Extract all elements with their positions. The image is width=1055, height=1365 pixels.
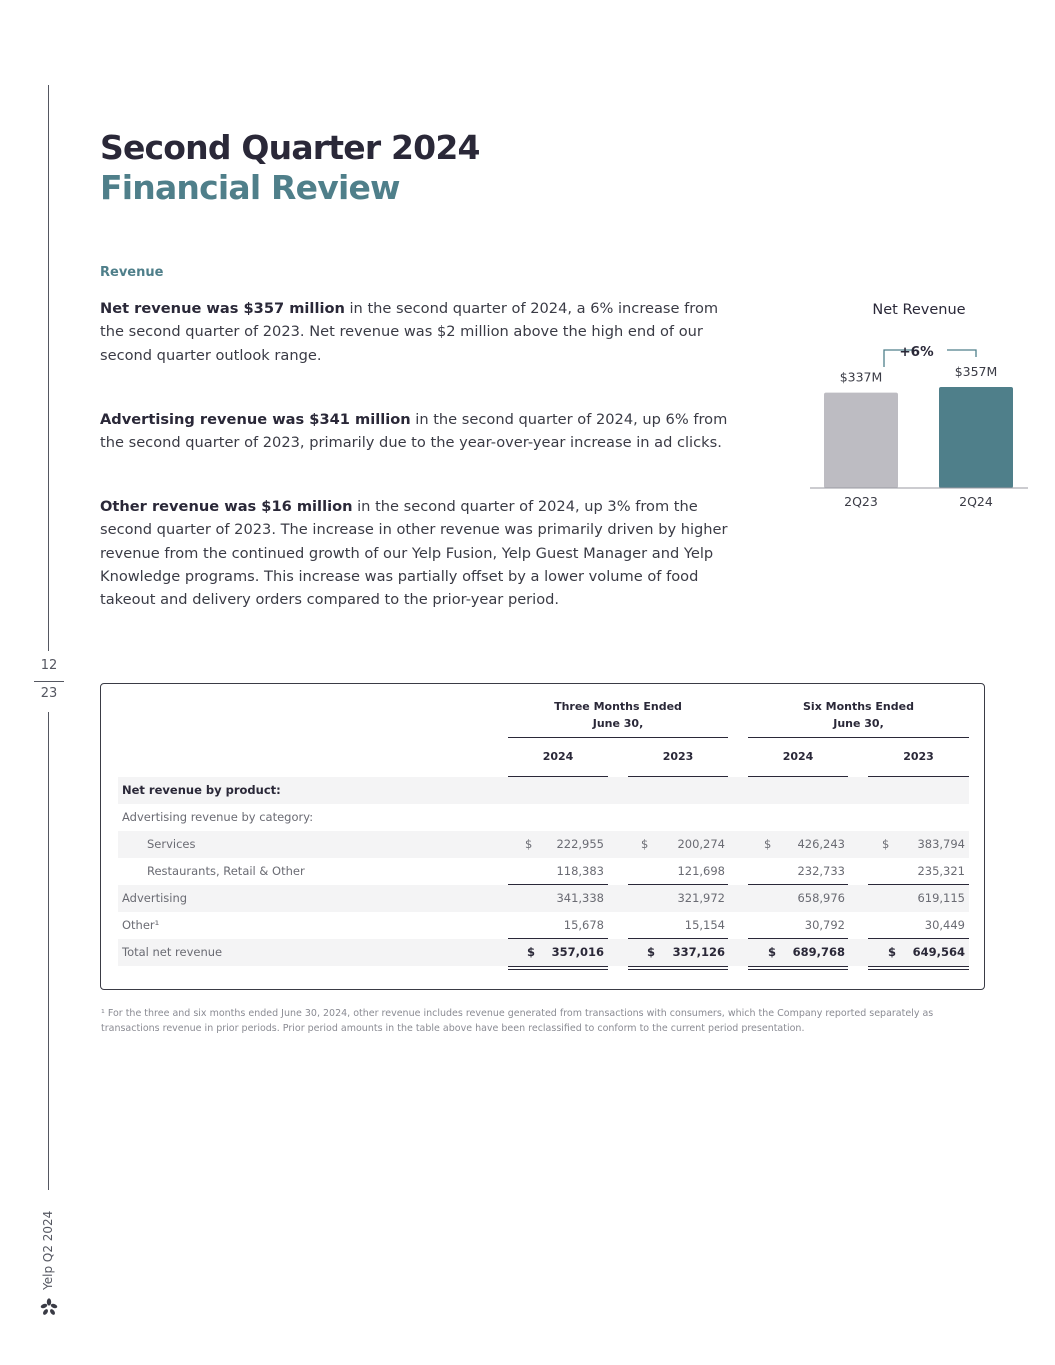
chart-value-label: $357M bbox=[954, 364, 998, 379]
currency-symbol: $ bbox=[764, 837, 772, 851]
paragraph-lead: Advertising revenue was $341 million bbox=[100, 411, 411, 428]
chart-value-label: $337M bbox=[839, 369, 883, 385]
table-row bbox=[118, 912, 969, 939]
currency-symbol: $ bbox=[647, 945, 656, 959]
row-label: Other¹ bbox=[122, 918, 160, 932]
table-subsection-row bbox=[118, 804, 969, 831]
sidebar-brand-text: Yelp Q2 2024 bbox=[41, 1210, 55, 1290]
total-double-rule bbox=[628, 966, 728, 970]
table-row bbox=[118, 831, 969, 858]
header-three-months-line2: June 30, bbox=[592, 717, 644, 730]
header-three-months-line1: Three Months Ended bbox=[554, 700, 682, 713]
row-label: Restaurants, Retail & Other bbox=[147, 864, 305, 878]
cell-value: 383,794 bbox=[917, 837, 965, 851]
chart-category-label: 2Q24 bbox=[959, 494, 993, 509]
paragraph-advertising-revenue bbox=[100, 408, 740, 455]
row-label: Advertising revenue by category: bbox=[122, 810, 314, 824]
paragraph-lead: Other revenue was $16 million bbox=[100, 498, 353, 515]
cell-value: 30,792 bbox=[804, 918, 845, 932]
cell-value: 15,678 bbox=[563, 918, 604, 932]
cell-value: 121,698 bbox=[677, 864, 725, 878]
section-label-revenue: Revenue bbox=[100, 265, 164, 280]
chart-title: Net Revenue bbox=[872, 302, 966, 318]
yelp-burst-icon bbox=[40, 1298, 58, 1316]
cell-value: 200,274 bbox=[677, 837, 725, 851]
cell-value: 357,016 bbox=[551, 945, 604, 959]
currency-symbol: $ bbox=[525, 837, 533, 851]
chart-bar-2Q24 bbox=[939, 387, 1013, 488]
cell-value: 658,976 bbox=[797, 891, 845, 905]
cell-value: 426,243 bbox=[797, 837, 845, 851]
page-number-divider bbox=[34, 681, 64, 682]
currency-symbol: $ bbox=[888, 945, 897, 959]
total-double-rule bbox=[508, 966, 608, 970]
cell-value: 337,126 bbox=[672, 945, 725, 959]
chart-change-label: +6% bbox=[899, 344, 934, 360]
net-revenue-chart bbox=[800, 290, 1040, 520]
paragraph-net-revenue bbox=[100, 297, 740, 367]
table-section-row bbox=[118, 777, 969, 804]
total-double-rule bbox=[748, 966, 848, 970]
cell-value: 118,383 bbox=[556, 864, 604, 878]
cell-value: 30,449 bbox=[924, 918, 965, 932]
year-header: 2024 bbox=[542, 750, 574, 763]
cell-value: 321,972 bbox=[677, 891, 725, 905]
page-subtitle: Financial Review bbox=[100, 168, 400, 207]
paragraph-other-revenue bbox=[100, 495, 740, 611]
cell-value: 649,564 bbox=[912, 945, 965, 959]
year-header: 2023 bbox=[903, 750, 934, 763]
page-number-total: 23 bbox=[40, 686, 58, 701]
cell-value: 222,955 bbox=[556, 837, 604, 851]
cell-value: 15,154 bbox=[684, 918, 725, 932]
header-six-months-line1: Six Months Ended bbox=[803, 700, 914, 713]
header-six-months bbox=[748, 698, 969, 732]
header-rule bbox=[508, 737, 728, 738]
header-rule bbox=[748, 737, 969, 738]
cell-value: 341,338 bbox=[556, 891, 604, 905]
chart-category-label: 2Q23 bbox=[844, 494, 878, 509]
row-label: Services bbox=[147, 837, 196, 851]
page-number-current: 12 bbox=[40, 658, 58, 673]
sidebar-line-bottom bbox=[48, 712, 49, 1190]
row-label: Total net revenue bbox=[122, 945, 223, 959]
table-total-row bbox=[118, 939, 969, 966]
row-label: Advertising bbox=[122, 891, 188, 905]
chart-bar-2Q23 bbox=[824, 393, 898, 488]
paragraph-body: in the second quarter of 2024, up 6% from the second quarter of 2023, primarily due to the year-over-year increase in ad clicks. bbox=[100, 411, 728, 452]
header-three-months bbox=[508, 698, 728, 732]
chart-change-bracket bbox=[947, 350, 976, 357]
cell-value: 689,768 bbox=[792, 945, 845, 959]
row-label: Net revenue by product: bbox=[122, 783, 281, 797]
paragraph-body: in the second quarter of 2024, up 3% from the second quarter of 2023. The increase in other revenue was primarily driven by higher revenue from the continued growth of our Yelp Fusion, Yelp Guest Manager and Yelp Knowledge programs. This increase was partially offset by a lower volume of food takeout and delivery orders compared to the prior-year period. bbox=[100, 498, 728, 609]
table-row bbox=[118, 858, 969, 885]
page-title: Second Quarter 2024 bbox=[100, 128, 480, 167]
cell-value: 232,733 bbox=[797, 864, 845, 878]
cell-value: 619,115 bbox=[917, 891, 965, 905]
header-six-months-line2: June 30, bbox=[833, 717, 884, 730]
currency-symbol: $ bbox=[527, 945, 536, 959]
footnote: ¹ For the three and six months ended June 30, 2024, other revenue includes revenue generated from transactions with consumers, which the Company reported separately as transactions revenue in prior periods. Prior period amounts in the table above have been reclassified to conform to the current period presentation. bbox=[101, 1008, 934, 1034]
year-header: 2024 bbox=[782, 750, 814, 763]
cell-value: 235,321 bbox=[917, 864, 965, 878]
paragraph-lead: Net revenue was $357 million bbox=[100, 300, 345, 317]
total-double-rule bbox=[868, 966, 969, 970]
sidebar-line-top bbox=[48, 85, 49, 651]
currency-symbol: $ bbox=[882, 837, 890, 851]
year-header: 2023 bbox=[662, 750, 694, 763]
currency-symbol: $ bbox=[768, 945, 777, 959]
paragraph-body: in the second quarter of 2024, a 6% increase from the second quarter of 2023. Net revenue was $2 million above the high end of our second quarter outlook range. bbox=[100, 300, 719, 364]
table-row bbox=[118, 885, 969, 912]
currency-symbol: $ bbox=[641, 837, 649, 851]
